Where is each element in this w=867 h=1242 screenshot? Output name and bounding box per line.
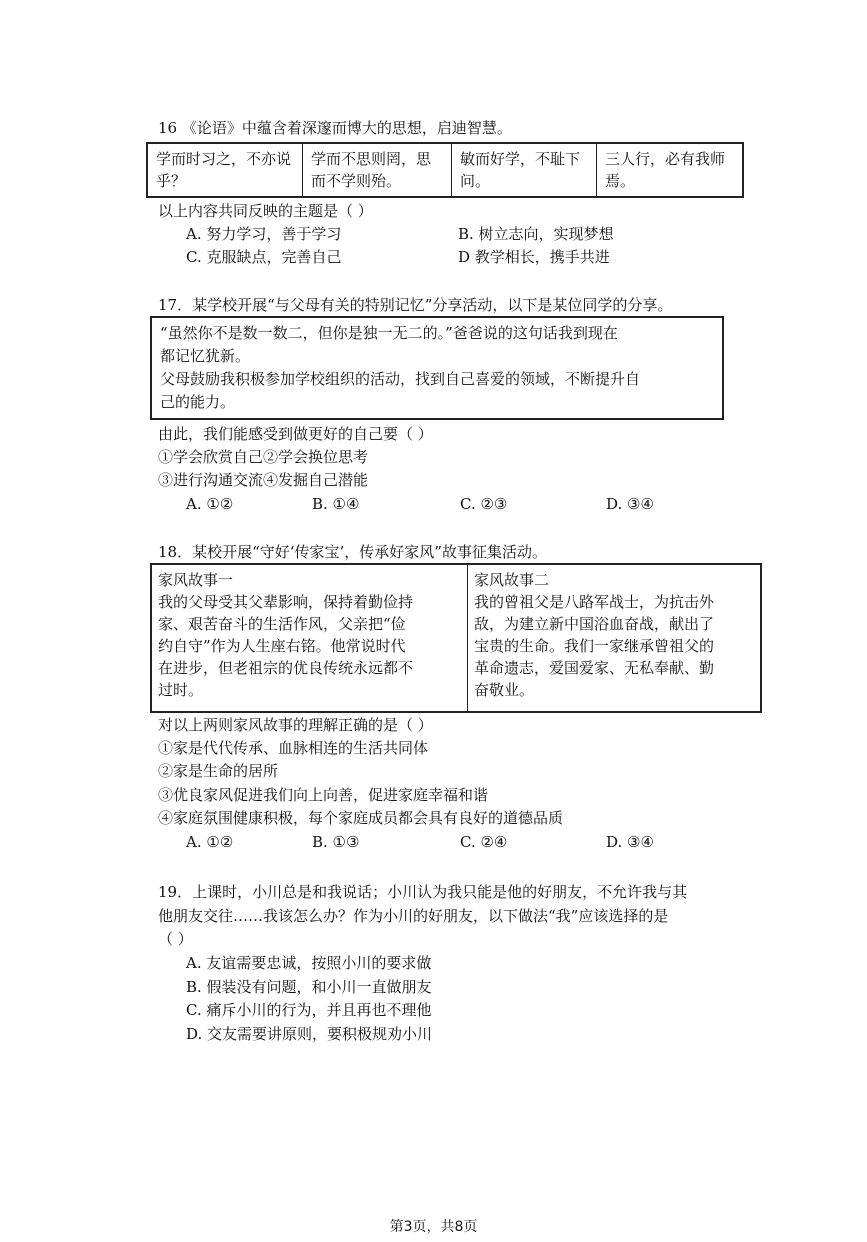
q18-story-2	[468, 565, 760, 711]
q18-story-1-line: 约自守”作为人生座右铭。他常说时代	[158, 637, 406, 655]
q18-story-1-line: 家、艰苦奋斗的生活作风，父亲把“俭	[158, 615, 406, 633]
q19-option-c[interactable]: C. 痛斥小川的行为，并且再也不理他	[186, 1001, 432, 1019]
q17-option-b[interactable]: B. ①④	[312, 495, 360, 513]
page-number: 第3页，共8页	[389, 1219, 478, 1235]
q16-quote-2: 学而不思则罔，思而不学则殆。	[311, 150, 432, 190]
q16-quote-table	[146, 142, 744, 198]
q19-stem-line-1: 19．上课时，小川总是和我说话；小川认为我只能是他的好朋友，不允许我与其	[158, 883, 688, 901]
q16-option-b[interactable]: B. 树立志向，实现梦想	[458, 225, 614, 243]
q18-statement-4: ④家庭氛围健康积极，每个家庭成员都会具有良好的道德品质	[158, 809, 564, 827]
q18-story-2-line: 宝贵的生命。我们一家继承曾祖父的	[474, 637, 715, 655]
q17-statement-1: ①学会欣赏自己②学会换位思考	[158, 448, 369, 466]
q18-story-2-line: 奋敬业。	[474, 681, 535, 699]
q18-option-b[interactable]: B. ①③	[312, 833, 360, 851]
q18-option-d[interactable]: D. ③④	[606, 833, 654, 851]
q18-story-2-title: 家风故事二	[474, 571, 550, 589]
q17-option-c[interactable]: C. ②③	[460, 495, 508, 513]
q16-question: 以上内容共同反映的主题是（ ）	[158, 202, 373, 220]
q18-statement-2: ②家是生命的居所	[158, 762, 279, 780]
q19-stem-line-2: 他朋友交往……我该怎么办？作为小川的好朋友，以下做法“我”应该选择的是	[158, 907, 669, 925]
q18-statement-1: ①家是代代传承、血脉相连的生活共同体	[158, 739, 429, 757]
q18-story-1	[152, 565, 467, 711]
q17-option-d[interactable]: D. ③④	[606, 495, 654, 513]
q18-statement-3: ③优良家风促进我们向上向善，促进家庭幸福和谐	[158, 786, 489, 804]
q19-option-a[interactable]: A. 友谊需要忠诚，按照小川的要求做	[186, 954, 432, 972]
q18-story-1-title: 家风故事一	[158, 571, 234, 589]
q17-share-box	[150, 316, 724, 420]
q18-story-2-line: 敌，为建立新中国浴血奋战，献出了	[474, 615, 715, 633]
q18-story-table	[150, 563, 762, 713]
q18-story-2-line: 我的曾祖父是八路军战士，为抗击外	[474, 593, 715, 611]
q18-story-1-line: 我的父母受其父辈影响，保持着勤俭持	[158, 593, 414, 611]
q17-statement-2: ③进行沟通交流④发掘自己潜能	[158, 471, 369, 489]
q17-share-line-3: 父母鼓励我积极参加学校组织的活动，找到自己喜爱的领域，不断提升自	[160, 370, 641, 388]
q18-question: 对以上两则家风故事的理解正确的是（ ）	[158, 716, 433, 734]
q16-quote-4: 三人行，必有我师焉。	[605, 150, 726, 190]
q18-option-a[interactable]: A. ①②	[186, 833, 234, 851]
q17-share-line-1: “虽然你不是数一数二，但你是独一无二的。”爸爸说的这句话我到现在	[160, 324, 618, 342]
q17-question: 由此，我们能感受到做更好的自己要（ ）	[158, 425, 433, 443]
q18-option-c[interactable]: C. ②④	[460, 833, 508, 851]
q16-stem: 16 《论语》中蕴含着深邃而博大的思想，启迪智慧。	[158, 119, 512, 137]
q18-stem: 18．某校开展“守好‘传家宝’，传承好家风”故事征集活动。	[158, 543, 547, 561]
q16-quote-1: 学而时习之，不亦说乎？	[156, 150, 292, 190]
q19-option-d[interactable]: D. 交友需要讲原则，要积极规劝小川	[186, 1025, 433, 1043]
q17-stem: 17．某学校开展“与父母有关的特别记忆”分享活动，以下是某位同学的分享。	[158, 296, 673, 314]
q18-story-1-line: 过时。	[158, 681, 204, 699]
q19-option-b[interactable]: B. 假装没有问题，和小川一直做朋友	[186, 978, 432, 996]
q19-stem-line-3: （ ）	[158, 930, 193, 948]
q16-option-c[interactable]: C. 克服缺点，完善自己	[186, 248, 342, 266]
q18-story-2-line: 革命遗志，爱国爱家、无私奉献、勤	[474, 659, 715, 677]
q17-share-line-4: 己的能力。	[160, 393, 236, 411]
q18-story-1-line: 在进步，但老祖宗的优良传统永远都不	[158, 659, 414, 677]
q16-option-a[interactable]: A. 努力学习，善于学习	[186, 225, 342, 243]
q16-quote-3: 敏而好学，不耻下问。	[460, 150, 581, 190]
q17-option-a[interactable]: A. ①②	[186, 495, 234, 513]
q17-share-line-2: 都记忆犹新。	[160, 347, 251, 365]
q16-option-d[interactable]: D 教学相长，携手共进	[458, 248, 610, 266]
